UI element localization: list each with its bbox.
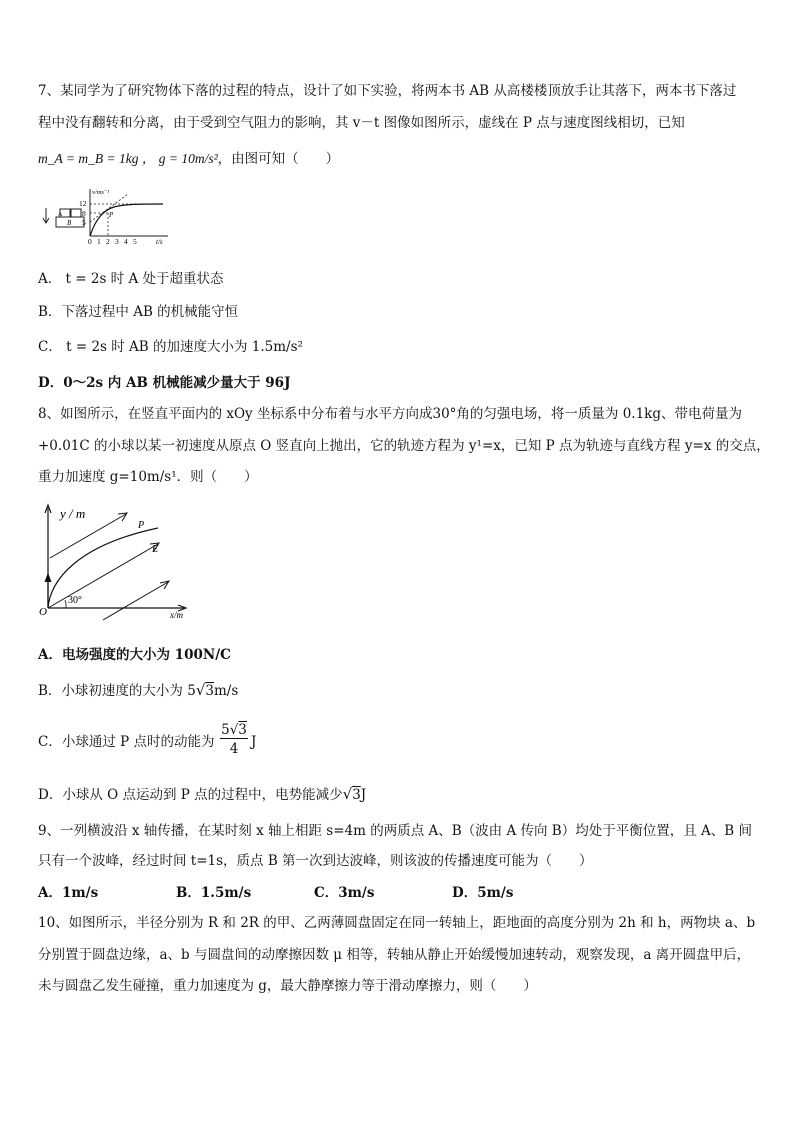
q8-field-line-1 bbox=[48, 544, 158, 608]
q8-x-axis-label: x/m bbox=[170, 610, 183, 620]
q8-option-b-radicand: 3 bbox=[205, 683, 214, 699]
q7-option-c: C． t = 2s 时 AB 的加速度大小为 1.5m/s² bbox=[38, 339, 303, 355]
q7-y-tick-12: 12 bbox=[79, 199, 87, 208]
q7-text-line-2: 程中没有翻转和分离，由于受到空气阻力的影响，其 v－t 图像如图所示，虚线在 P 点与速度图线相切，已知 bbox=[38, 115, 685, 131]
q9-text-line-1: 9、一列横波沿 x 轴传播，在某时刻 x 轴上相距 s=4m 的两质点 A、B（波由 A 传向 B）均处于平衡位置，且 A、B 间 bbox=[38, 823, 752, 839]
q7-given-tail: ，由图可知（ ） bbox=[217, 151, 340, 167]
q7-option-b: B．下落过程中 AB 的机械能守恒 bbox=[38, 304, 239, 320]
q10-text-line-1: 10、如图所示，半径分别为 R 和 2R 的甲、乙两薄圆盘固定在同一转轴上，距地面的高度分别为 2h 和 h，两物块 a、b bbox=[38, 915, 756, 931]
q7-velocity-curve bbox=[90, 204, 163, 236]
q7-x-tick-2: 2 bbox=[106, 237, 110, 246]
q8-option-d-unit: J bbox=[360, 787, 367, 803]
q9-option-c: C．3m/s bbox=[314, 885, 375, 901]
q8-field-line-3 bbox=[103, 582, 168, 620]
q7-x-tick-1: 1 bbox=[97, 237, 101, 246]
q7-vt-figure bbox=[38, 186, 178, 248]
q10-text-line-3: 未与圆盘乙发生碰撞，重力加速度为 g，最大静摩擦力等于滑动摩擦力，则（ ） bbox=[38, 978, 537, 994]
q8-text-line-3: 重力加速度 g=10m/s¹．则（ ） bbox=[38, 469, 258, 485]
q8-option-b-text: B．小球初速度的大小为 5 bbox=[38, 683, 196, 699]
q8-point-p: P bbox=[138, 520, 145, 531]
q7-y-tick-5: 5 bbox=[82, 218, 86, 227]
q7-v-axis-label: v/ms⁻¹ bbox=[92, 189, 110, 196]
q7-books bbox=[43, 208, 84, 227]
q8-option-c-numerator: 5√3 bbox=[221, 722, 247, 738]
q8-text-line-2: +0.01C 的小球以某一初速度从原点 O 竖直向上抛出，它的轨迹方程为 y¹=x，已知 P 点为轨迹与直线方程 y=x 的交点， bbox=[38, 438, 770, 454]
q8-option-b-unit: m/s bbox=[213, 683, 239, 699]
q9-option-a: A．1m/s bbox=[38, 885, 99, 901]
q8-field-label: E bbox=[152, 544, 159, 555]
q8-option-a: A．电场强度的大小为 100N/C bbox=[38, 647, 231, 663]
q7-point-p: P bbox=[109, 211, 114, 219]
q8-option-d-radicand: 3 bbox=[352, 787, 361, 803]
q7-book-a-label: A bbox=[58, 212, 63, 218]
q8-trajectory-curve bbox=[48, 528, 158, 608]
q9-options-row bbox=[38, 884, 738, 902]
q7-book-b-label: B bbox=[67, 219, 72, 227]
q8-option-d: D．小球从 O 点运动到 P 点的过程中，电势能减少√3J bbox=[38, 785, 367, 803]
q8-origin-label: O bbox=[39, 606, 47, 618]
q7-text-line-1: 7、某同学为了研究物体下落的过程的特点，设计了如下实验，将两本书 AB 从高楼楼顶放手让其落下，两本书下落过 bbox=[38, 83, 737, 99]
q8-text-line-1: 8、如图所示，在竖直平面内的 xOy 坐标系中分布着与水平方向成30°角的匀强电场，将一质量为 0.1kg、带电荷量为 bbox=[38, 406, 742, 422]
q7-x-tick-0: 0 bbox=[88, 237, 92, 246]
q7-y-tick-8: 8 bbox=[82, 209, 86, 218]
q8-option-c-unit: J bbox=[251, 734, 257, 750]
q8-option-b: B．小球初速度的大小为 5√3m/s bbox=[38, 681, 239, 699]
q10-text-line-2: 分别置于圆盘边缘，a、b 与圆盘间的动摩擦因数 μ 相等，转轴从静止开始缓慢加速转动，观察发现，a 离开圆盘甲后， bbox=[38, 947, 751, 963]
q7-option-a: A． t = 2s 时 A 处于超重状态 bbox=[38, 271, 224, 287]
q8-option-c-text: C．小球通过 P 点时的动能为 bbox=[38, 734, 215, 750]
q8-option-c-denominator: 4 bbox=[229, 741, 239, 757]
q9-option-d: D．5m/s bbox=[452, 885, 514, 901]
q7-t-axis-label: t/s bbox=[156, 238, 163, 246]
q8-trajectory-figure bbox=[38, 500, 198, 625]
q7-x-tick-4: 4 bbox=[124, 237, 128, 246]
q8-option-d-text: D．小球从 O 点运动到 P 点的过程中，电势能减少 bbox=[38, 787, 343, 803]
q8-angle-label: 30° bbox=[68, 595, 82, 606]
q7-given-formula: m_A = m_B = 1kg ， g = 10m/s² bbox=[38, 151, 218, 166]
q8-y-axis-label: y / m bbox=[60, 506, 86, 521]
q7-option-d: D．0～2s 内 AB 机械能减少量大于 96J bbox=[38, 375, 291, 391]
q7-x-tick-3: 3 bbox=[115, 237, 119, 246]
q7-x-tick-5: 5 bbox=[133, 237, 137, 246]
q9-text-line-2: 只有一个波峰，经过时间 t=1s，质点 B 第一次到达波峰，则该波的传播速度可能为（ ） bbox=[38, 853, 593, 869]
q9-option-b: B．1.5m/s bbox=[176, 885, 252, 901]
q7-text-line-3 bbox=[38, 150, 339, 168]
